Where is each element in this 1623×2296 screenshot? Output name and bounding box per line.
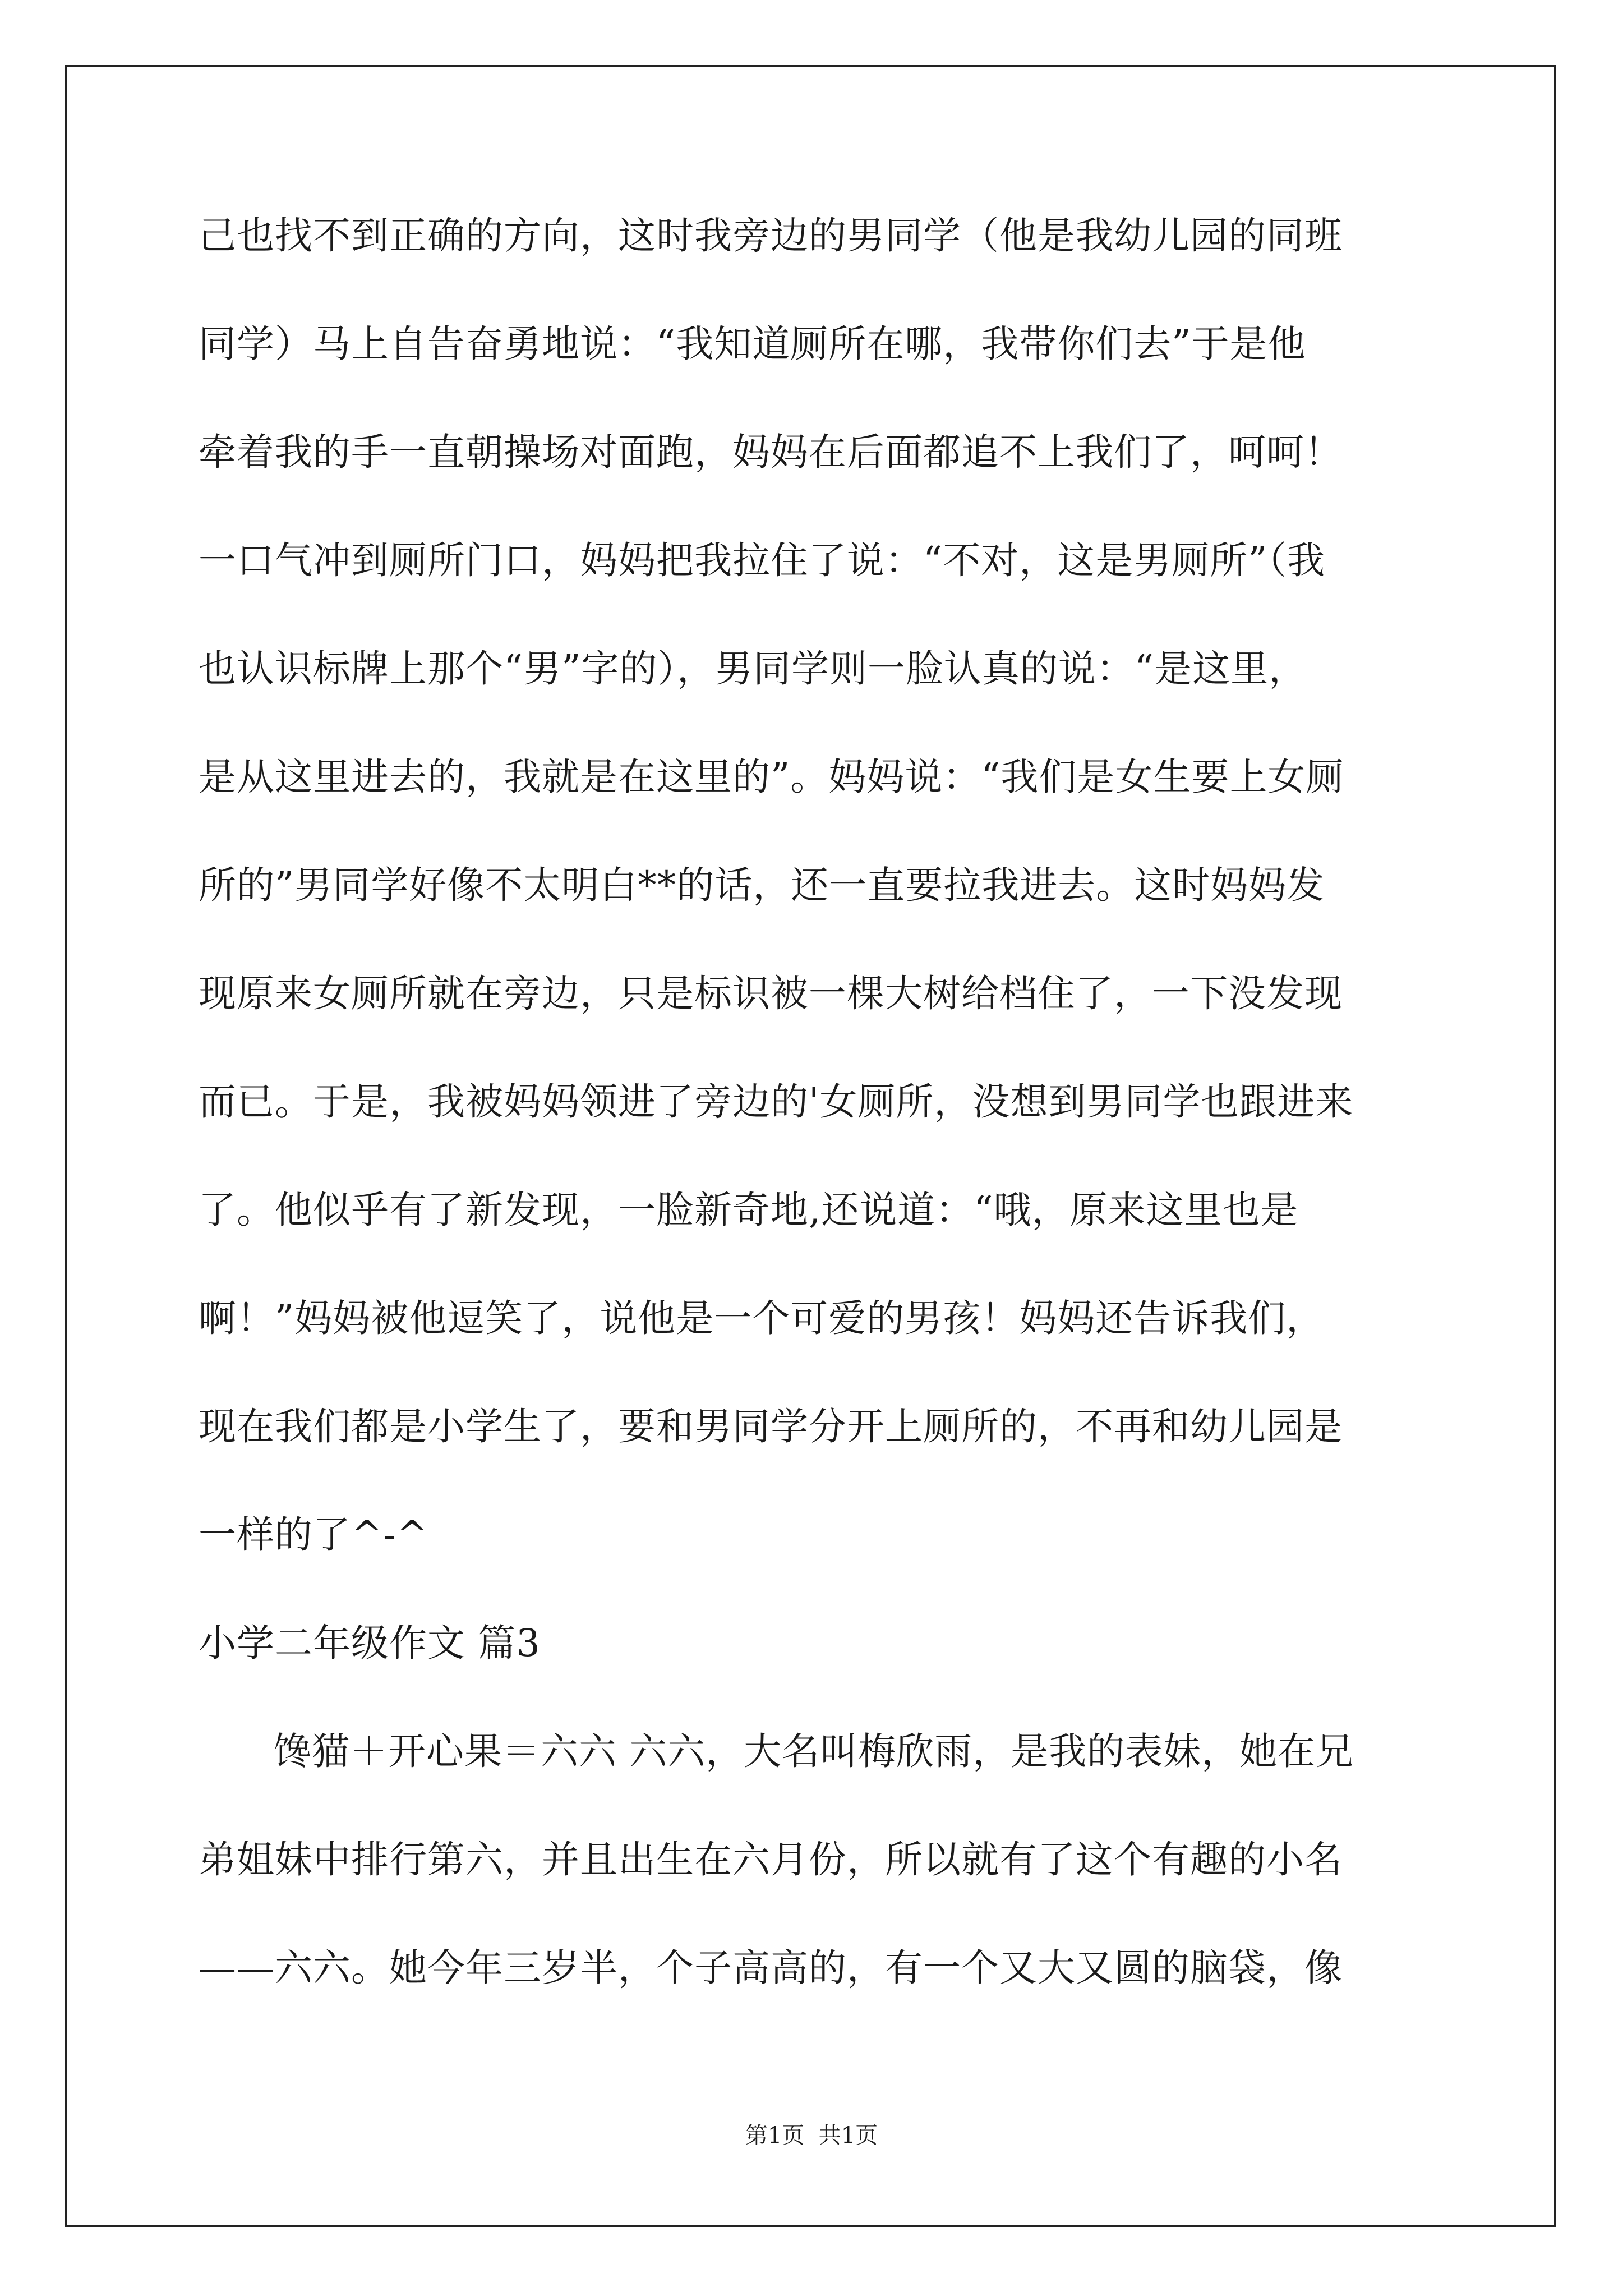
section-title: 小学二年级作文 篇3	[199, 1621, 541, 1665]
text-line: 是从这里进去的，我就是在这里的”。妈妈说：“我们是女生要上女厕	[199, 755, 1344, 799]
document-body	[199, 208, 1432, 2048]
text-line: 一样的了^-^	[199, 1513, 428, 1557]
text-line: 弟姐妹中排行第六，并且出生在六月份，所以就有了这个有趣的小名	[199, 1838, 1343, 1881]
text-line: 现在我们都是小学生了，要和男同学分开上厕所的，不再和幼儿园是	[199, 1405, 1343, 1448]
text-line: 馋猫＋开心果＝六六 六六，大名叫梅欣雨，是我的表妹，她在兄	[274, 1729, 1354, 1773]
text-line: 牵着我的手一直朝操场对面跑，妈妈在后面都追不上我们了，呵呵！	[199, 430, 1343, 474]
text-line: 现原来女厕所就在旁边，只是标识被一棵大树给档住了，一下没发现	[199, 972, 1343, 1015]
text-line: 而已。于是，我被妈妈领进了旁边的'女厕所，没想到男同学也跟进来	[199, 1080, 1354, 1124]
text-line: 了。他似乎有了新发现，一脸新奇地,还说道：“哦，原来这里也是	[199, 1188, 1299, 1232]
text-line: 也认识标牌上那个“男”字的），男同学则一脸认真的说：“是这里，	[199, 647, 1307, 691]
text-line: ——六六。她今年三岁半，个子高高的，有一个又大又圆的脑袋，像	[199, 1946, 1343, 1990]
text-line: 一口气冲到厕所门口，妈妈把我拉住了说：“不对，这是男厕所”（我	[199, 539, 1326, 582]
page-footer: 第1页 共1页	[745, 2123, 878, 2148]
text-line: 同学）马上自告奋勇地说：“我知道厕所在哪，我带你们去”于是他	[199, 322, 1306, 366]
text-line: 己也找不到正确的方向，这时我旁边的男同学（他是我幼儿园的同班	[199, 214, 1343, 257]
text-line: 所的”男同学好像不太明白**的话，还一直要拉我进去。这时妈妈发	[199, 863, 1325, 907]
text-line: 啊！”妈妈被他逗笑了，说他是一个可爱的男孩！妈妈还告诉我们，	[199, 1296, 1325, 1340]
